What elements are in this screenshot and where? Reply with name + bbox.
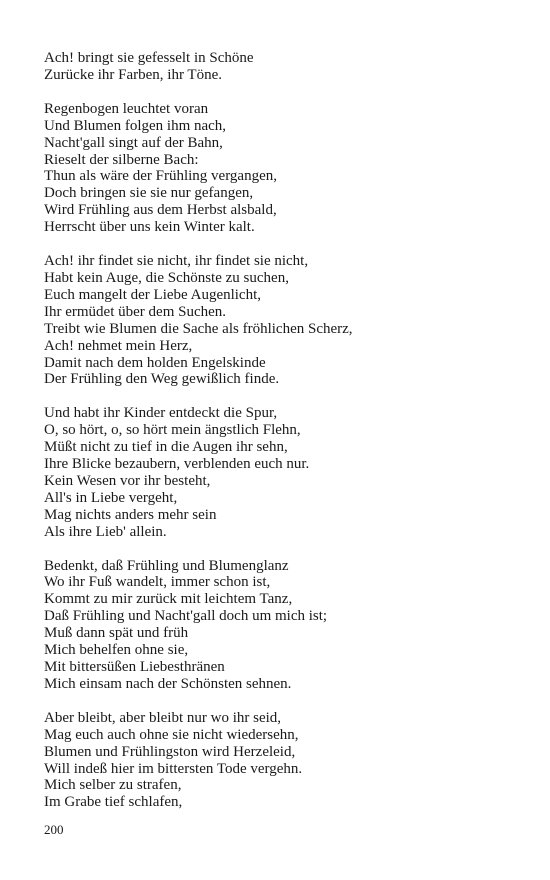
poem-line: Thun als wäre der Frühling vergangen,: [44, 168, 277, 185]
poem-line: Wird Frühling aus dem Herbst alsbald,: [44, 202, 277, 219]
stanza-5: [44, 558, 524, 693]
stanza-6: [44, 710, 524, 811]
poem-line: Bedenkt, daß Frühling und Blumenglanz: [44, 557, 289, 574]
poem-line: Blumen und Frühlingston wird Herzeleid,: [44, 743, 296, 760]
poem-line: Mich behelfen ohne sie,: [44, 642, 189, 659]
stanza-4: [44, 405, 524, 540]
poem-line: Im Grabe tief schlafen,: [44, 794, 183, 811]
poem-line: Kommt zu mir zurück mit leichtem Tanz,: [44, 591, 293, 608]
poem-line: Muß dann spät und früh: [44, 625, 189, 642]
poem-line: Mich einsam nach der Schönsten sehnen.: [44, 675, 292, 692]
poem-line: Wo ihr Fuß wandelt, immer schon ist,: [44, 574, 271, 591]
poem-line: Der Frühling den Weg gewißlich finde.: [44, 371, 280, 388]
poem-line: Und habt ihr Kinder entdeckt die Spur,: [44, 405, 278, 422]
poem-line: O, so hört, o, so hört mein ängstlich Flehn,: [44, 422, 301, 439]
poem-line: Müßt nicht zu tief in die Augen ihr sehn,: [44, 439, 288, 456]
poem-line: Kein Wesen vor ihr besteht,: [44, 472, 211, 489]
poem-line: Rieselt der silberne Bach:: [44, 151, 199, 168]
poem-line: Regenbogen leuchtet voran: [44, 100, 209, 117]
poem-line: Mag euch auch ohne sie nicht wiedersehn,: [44, 726, 299, 743]
poem-line: Mag nichts anders mehr sein: [44, 506, 217, 523]
poem-line: Daß Frühling und Nacht'gall doch um mich ist;: [44, 608, 328, 625]
stanza-3: [44, 253, 524, 388]
poem-line: Ach! bringt sie gefesselt in Schöne: [44, 50, 254, 66]
poem-line: Nacht'gall singt auf der Bahn,: [44, 134, 223, 151]
poem-line: Euch mangelt der Liebe Augenlicht,: [44, 286, 262, 303]
poem-line: Will indeß hier im bittersten Tode vergehn.: [44, 760, 303, 777]
poem-line: Als ihre Lieb' allein.: [44, 523, 167, 540]
page-number: 200: [44, 822, 64, 837]
poem-line: All's in Liebe vergeht,: [44, 489, 178, 506]
stanza-1: [44, 50, 524, 84]
poem-page: [44, 50, 524, 828]
poem-line: Mich selber zu strafen,: [44, 777, 182, 794]
poem-line: Zurücke ihr Farben, ihr Töne.: [44, 66, 223, 83]
stanza-2: [44, 101, 524, 236]
poem-line: Ach! ihr findet sie nicht, ihr findet sie nicht,: [44, 253, 309, 270]
poem-line: Habt kein Auge, die Schönste zu suchen,: [44, 269, 289, 286]
poem-line: Damit nach dem holden Engelskinde: [44, 354, 266, 371]
poem-line: Ihre Blicke bezaubern, verblenden euch nur.: [44, 456, 310, 473]
poem-line: Doch bringen sie sie nur gefangen,: [44, 185, 254, 202]
poem-line: Treibt wie Blumen die Sache als fröhlichen Scherz,: [44, 320, 353, 337]
poem-line: Ach! nehmet mein Herz,: [44, 337, 193, 354]
poem-line: Aber bleibt, aber bleibt nur wo ihr seid,: [44, 709, 282, 726]
poem-line: Mit bittersüßen Liebesthränen: [44, 659, 225, 675]
poem-line: Herrscht über uns kein Winter kalt.: [44, 219, 255, 236]
poem-line: Ihr ermüdet über dem Suchen.: [44, 303, 227, 320]
poem-line: Und Blumen folgen ihm nach,: [44, 117, 227, 134]
